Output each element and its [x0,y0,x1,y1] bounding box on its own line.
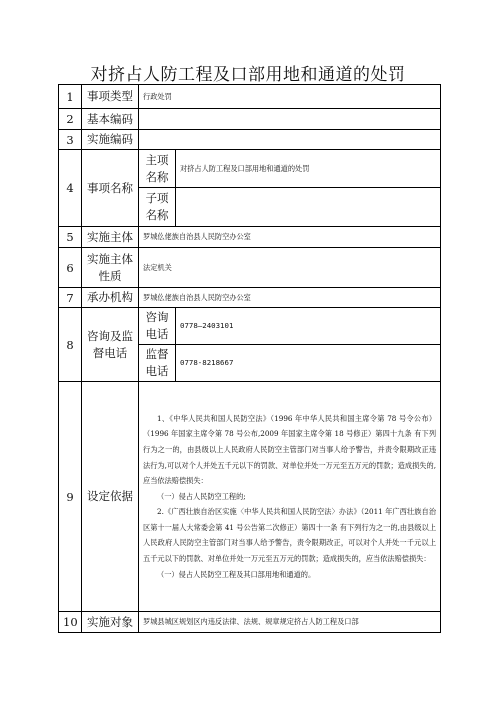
field-value-main-item: 对挤占人防工程及口部用地和通道的处罚 [176,150,441,188]
field-value-impl-code [139,130,441,150]
sub-label-sub-item: 子项名称 [139,188,176,227]
row-number: 6 [59,248,82,288]
row-number: 10 [59,612,82,633]
row-number: 5 [59,227,82,248]
field-value-subject: 罗城仫佬族自治县人民防空办公室 [139,227,441,248]
sub-label-supervise-phone: 监督电话 [139,345,176,382]
field-label-subject-nature: 实施主体性质 [82,248,139,288]
field-value-basic-code [139,109,441,130]
table-row [59,85,441,109]
field-value-sub-item [176,188,441,227]
table-row [59,130,441,150]
table-row [59,227,441,248]
field-value-subject-nature: 法定机关 [139,248,441,288]
item-info-table [58,84,441,633]
consult-phone-value: 0778—2403101 [176,308,441,345]
field-label-phones: 咨询及监督电话 [82,308,139,382]
row-number: 2 [59,109,82,130]
legal-basis-text [139,382,441,612]
row-number: 3 [59,130,82,150]
table-row [59,288,441,308]
row-number: 9 [59,382,82,612]
field-label-basic-code: 基本编码 [82,109,139,130]
table-row [59,308,441,345]
table-row [59,150,441,188]
field-value-handling-org: 罗城仫佬族自治县人民防空办公室 [139,288,441,308]
field-label-subject: 实施主体 [82,227,139,248]
field-label-type: 事项类型 [82,85,139,109]
field-label-target: 实施对象 [82,612,139,633]
field-label-item-name: 事项名称 [82,150,139,227]
table-row [59,612,441,633]
field-label-legal-basis: 设定依据 [82,382,139,612]
table-row [59,248,441,288]
field-label-handling-org: 承办机构 [82,288,139,308]
table-row [59,109,441,130]
legal-basis-paragraph: 1、《中华人民共和国人民防空法》（1996 年中华人民共和国主席令第 78 号令公布）（1996 年国家主席令第 78 号公布,2009 年国家主席令第 18 号修正）第四十九条 有下列行为之一的，由县级以上人民政府人民防空主管部门对当事人给予警告，并责令限期改正违法行为,可以对个人并处五千元以下的罚款、对单位并处一万元至五万元的罚款；造成损失的,应当依法赔偿损失： [143,413,437,486]
supervise-phone-value: 0778-8218667 [176,345,441,382]
legal-basis-paragraph: 2.《广西壮族自治区实施〈中华人民共和国人民防空法〉办法》（2011 年广西壮族自治区第十一届人大常委会第 41 号公告第二次修正）第四十一条 有下列行为之一的,由县级以上人民政府人民防空主管部门对当事人给予警告，责令限期改正，可以对个人并处一千元以上五千元以下的罚款、对单位并处一万元至五万元的罚款；造成损失的，应当依法赔偿损失： [143,507,437,564]
field-value-type: 行政处罚 [139,85,441,109]
row-number: 4 [59,150,82,227]
legal-basis-paragraph: （一）侵占人民防空工程的; [157,491,246,501]
legal-basis-paragraph: （一）侵占人民防空工程及其口部用地和通道的。 [157,569,316,579]
document-title: 对挤占人防工程及口部用地和通道的处罚 [90,65,406,85]
table-row [59,382,441,612]
row-number: 8 [59,308,82,382]
sub-label-consult-phone: 咨询电话 [139,308,176,345]
field-value-target: 罗城县城区规划区内违反法律、法规、规章规定挤占人防工程及口部 [139,612,441,633]
row-number: 7 [59,288,82,308]
field-label-impl-code: 实施编码 [82,130,139,150]
sub-label-main-item: 主项名称 [139,150,176,188]
row-number: 1 [59,85,82,109]
